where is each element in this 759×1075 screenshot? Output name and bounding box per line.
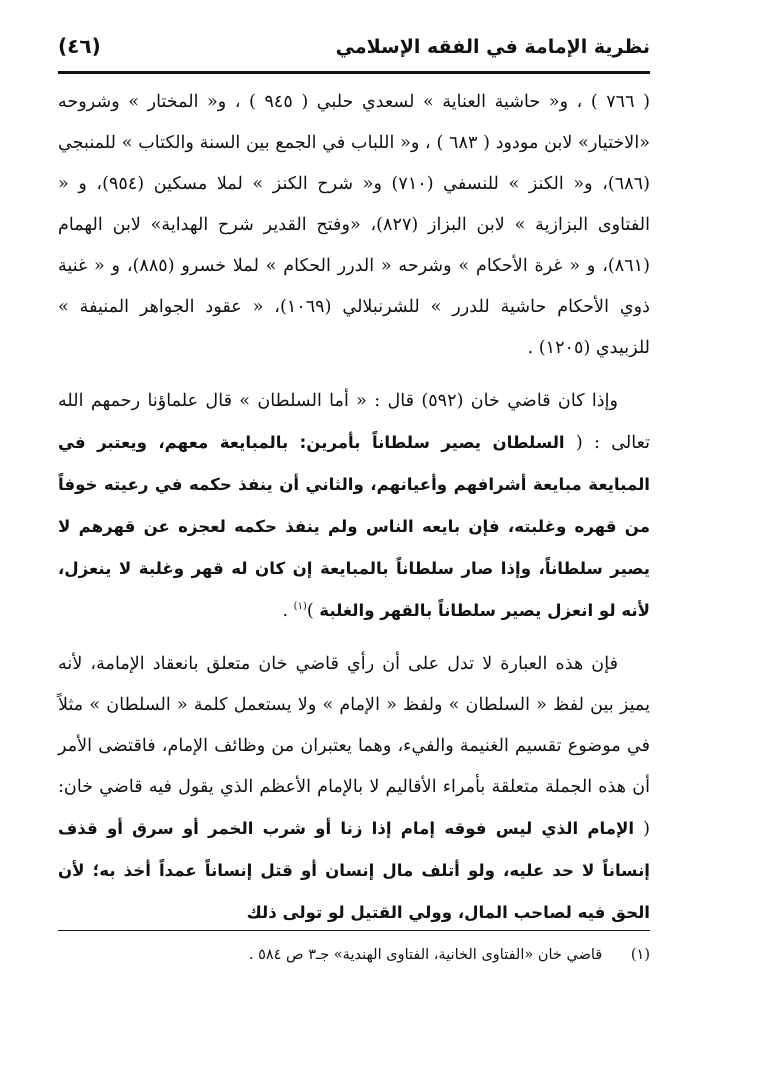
page-number: (٤٦) (58, 34, 101, 58)
header-rule (58, 71, 650, 74)
text-run: ) (306, 601, 320, 621)
text-run: فإن هذه العبارة لا تدل على أن رأي قاضي خان متعلق بانعقاد الإمامة، لأنه يميز بين لفظ « السلطان » ولفظ « الإمام » ولا يستعمل كلمة « السلطان » مثلاً في موضوع تقسيم الغنيمة والفيء، وهما يعتبران من وظائف الإمام، فاقتضى الأمر أن هذه الجملة متعلقة بأمراء الأقاليم لا بالإمام الأعظم الذي يقول فيه قاضي خان: ( (58, 654, 650, 839)
footnote-text: قاضي خان «الفتاوى الخانية، الفتاوى الهندية» جـ٣ ص ٥٨٤ . (248, 947, 603, 963)
running-title: نظرية الإمامة في الفقه الإسلامي (335, 36, 650, 58)
page-header (58, 28, 650, 68)
paragraph (58, 381, 650, 632)
text-run: ( ٧٦٦ ) ، و« حاشية العناية » لسعدي حلبي ( ٩٤٥ ) ، و« المختار » وشروحه «الاختيار» لابن مودود ( ٦٨٣ ) ، و« اللباب في الجمع بين السنة والكتاب » للمنبجي (٦٨٦)، و« الكنز » للنسفي (٧١٠) و« شرح الكنز » لملا مسكين (٩٥٤)، و « الفتاوى البزازية » لابن البزاز (٨٢٧)، «وفتح القدير شرح الهداية» لابن الهمام (٨٦١)، و « غرة الأحكام » وشرحه « الدرر الحكام » لملا خسرو (٨٨٥)، و « غنية ذوي الأحكام حاشية للدرر » للشرنبلالي (١٠٦٩)، « عقود الجواهر المنيفة » للزبيدي (١٢٠٥) . (58, 92, 650, 358)
quoted-text-bold: الإمام الذي ليس فوقه إمام إذا زنا أو شرب الخمر أو سرق أو قذف إنساناً لا حد عليه، ولو أتلف مال إنسان أو قتل إنساناً عمداً أخذ به؛ لأن الحق فيه لصاحب المال، وولي القتيل لو تولى ذلك (58, 819, 650, 922)
paragraph (58, 82, 650, 369)
paragraph (58, 644, 650, 934)
body-text (58, 82, 650, 934)
text-run: وإذا كان قاضي خان (٥٩٢) قال : « أما السلطان » قال علماؤنا رحمهم الله تعالى : ( (58, 391, 650, 453)
footnote (58, 938, 650, 972)
footnote-marker: (١) (630, 947, 650, 963)
footnote-rule (58, 930, 650, 931)
text-run: . (282, 601, 294, 621)
quoted-text-bold: السلطان يصير سلطاناً بأمرين: بالمبايعة معهم، ويعتبر في المبايعة مبايعة أشرافهم وأعيانهم، والثاني أن ينفذ حكمه في رعيته خوفاً من قهره وغلبته، فإن بايعه الناس ولم ينفذ حكمه لعجزه عن قهرهم لا يصير سلطاناً، وإذا صار سلطاناً بالمبايعة إن كان له قهر وغلبة لا ينعزل، لأنه لو انعزل يصير سلطاناً بالقهر والغلبة (58, 433, 650, 620)
footnote-reference: (١) (293, 601, 307, 613)
